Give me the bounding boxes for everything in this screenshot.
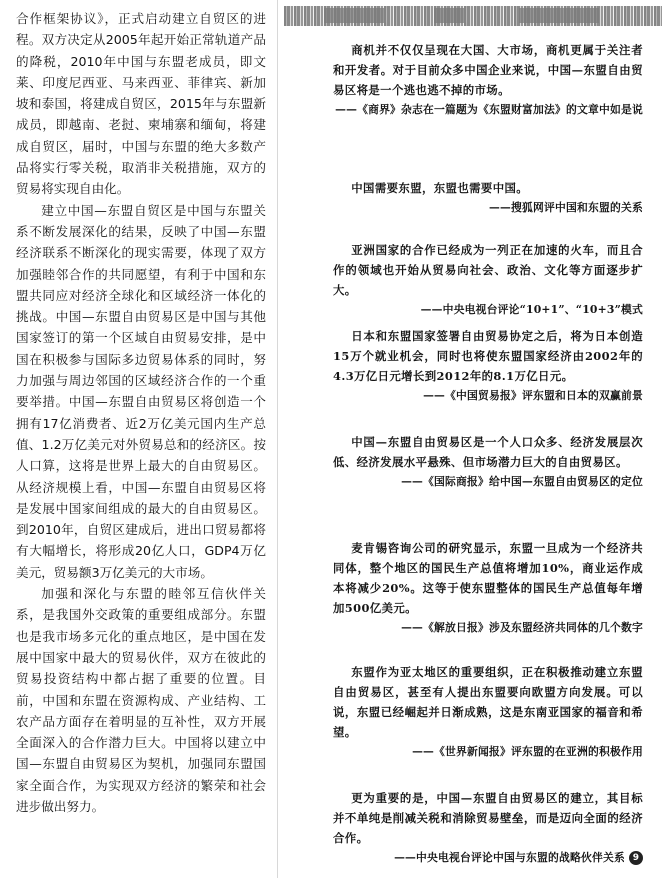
quote-block	[333, 240, 643, 320]
quote-text: 更为重要的是，中国—东盟自由贸易区的建立，其目标并不单纯是削减关税和消除贸易壁垒，而是迈向全面的经济合作。	[333, 791, 643, 845]
quote-block	[333, 432, 643, 492]
quote-source: ——《中国贸易报》评东盟和日本的双赢前景	[423, 389, 643, 402]
quote-block	[333, 178, 643, 218]
quote-text: 亚洲国家的合作已经成为一列正在加速的火车，而且合作的领域也开始从贸易向社会、政治、文化等方面逐步扩大。	[333, 243, 643, 297]
quote-source: ——搜狐网评中国和东盟的关系	[489, 201, 643, 214]
quote-text: 中国需要东盟，东盟也需要中国。	[351, 181, 529, 195]
quote-block	[333, 662, 643, 762]
body-paragraph: 加强和深化与东盟的睦邻互信伙伴关系，是我国外交政策的重要组成部分。东盟也是我市场多元化的重点地区，是中国在发展中国家中最大的贸易伙伴，双方在彼此的贸易投资结构中都占据了重要的位置。目前，中国和东盟在资源构成、产业结构、工农产品方面存在着明显的互补性，双方开展全面深入的合作潜力巨大。中国将以建立中国—东盟自由贸易区为契机，加强同东盟国家全面合作，为实现双方经济的繁荣和社会进步做出努力。	[16, 586, 266, 814]
quote-text: 商机并不仅仅呈现在大国、大市场，商机更属于关注者和开发者。对于目前众多中国企业来说，中国—东盟自由贸易区将是一个逃也逃不掉的市场。	[333, 43, 643, 97]
column-divider	[277, 0, 278, 878]
body-paragraph: 建立中国—东盟自贸区是中国与东盟关系不断发展深化的结果，反映了中国—东盟经济联系不断深化的现实需要，体现了双方加强睦邻合作的共同愿望，有利于中国和东盟共同应对经济全球化和区域经济一体化的挑战。中国—东盟自由贸易区是中国与其他国家签订的第一个区域自由贸易安排，是中国在积极参与国际多边贸易体系的同时，努力加强与周边邻国的区域经济合作的一个重要举措。中国—东盟自由贸易区将创造一个拥有17亿消费者、近2万亿美元国内生产总值、1.2万亿美元对外贸易总和的经济区。按人口算，这将是世界上最大的自由贸易区。从经济规模上看，中国—东盟自由贸易区将是发展中国家间组成的最大的自由贸易区。到2010年，自贸区建成后，进出口贸易都将有大幅增长，将形成20亿人口，GDP4万亿美元，贸易额3万亿美元的大市场。	[16, 202, 266, 580]
quote-block	[333, 326, 643, 406]
quote-source: ——中央电视台评论“10+1”、“10+3”模式	[420, 303, 643, 316]
quote-source-text: ——中央电视台评论中国与东盟的战略伙伴关系	[394, 851, 625, 864]
quote-source	[333, 848, 643, 868]
quote-source: ——《商界》杂志在一篇题为《东盟财富加法》的文章中如是说	[335, 103, 643, 116]
page-number-badge: 9	[629, 851, 643, 865]
quote-source: ——《解放日报》涉及东盟经济共同体的几个数字	[401, 621, 643, 634]
quote-source: ——《国际商报》给中国—东盟自由贸易区的定位	[401, 475, 643, 488]
quote-text: 东盟作为亚太地区的重要组织，正在积极推动建立东盟自由贸易区，甚至有人提出东盟要向欧盟方向发展。可以说，东盟已经崛起并日渐成熟，这是东南亚国家的福音和希望。	[333, 665, 643, 739]
quote-text: 中国—东盟自由贸易区是一个人口众多、经济发展层次低、经济发展水平悬殊、但市场潜力巨大的自由贸易区。	[333, 435, 643, 469]
quote-text: 日本和东盟国家签署自由贸易协定之后，将为日本创造15万个就业机会，同时也将使东盟国家经济由2002年的4.3万亿日元增长到2012年的8.1万亿日元。	[333, 329, 643, 383]
quote-block	[333, 538, 643, 638]
quote-text: 麦肯锡咨询公司的研究显示，东盟一旦成为一个经济共同体，整个地区的国民生产总值将增加10%，商业运作成本将减少20%。这等于使东盟整体的国民生产总值每年增加500亿美元。	[333, 541, 643, 615]
left-column	[16, 8, 266, 873]
header-ink-block	[519, 8, 599, 23]
quote-block	[333, 40, 643, 120]
quote-source: ——《世界新闻报》评东盟的在亚洲的积极作用	[412, 745, 643, 758]
quote-block	[333, 788, 643, 868]
header-ink-block	[434, 8, 464, 23]
header-texture-band	[284, 6, 662, 26]
right-column	[333, 40, 643, 875]
body-paragraph: 合作框架协议》，正式启动建立自贸区的进程。双方决定从2005年起开始正常轨道产品的降税，2010年中国与东盟老成员，即文莱、印度尼西亚、马来西亚、菲律宾、新加坡和泰国，将建成自贸区，2015年与东盟新成员，即越南、老挝、柬埔寨和缅甸，将建成自贸区，届时，中国与东盟的绝大多数产品将实行零关税，取消非关税措施，双方的贸易将实现自由化。	[16, 11, 266, 197]
header-ink-block	[324, 8, 384, 23]
